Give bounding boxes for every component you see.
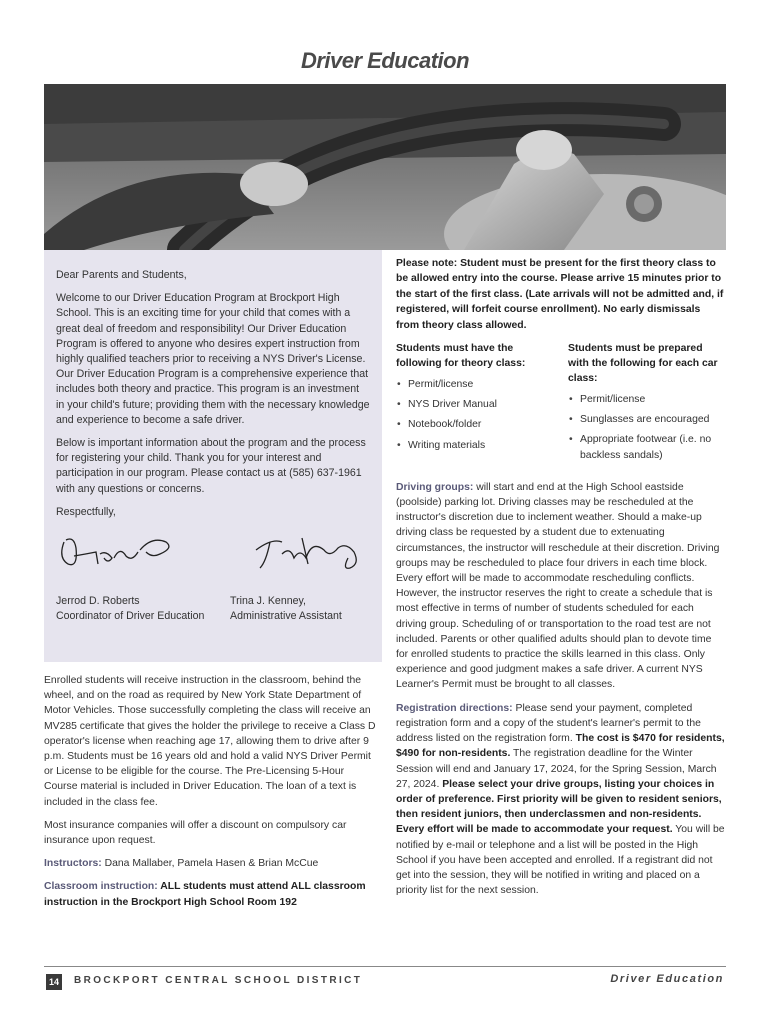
page-number: 14 — [46, 974, 62, 990]
driving-groups-label: Driving groups: — [396, 481, 474, 493]
classroom-text: ALL students must attend ALL classroom instruction in the Brockport High School Room 192 — [44, 881, 366, 908]
driving-groups-paragraph — [396, 480, 726, 693]
list-item: • Permit/license — [396, 377, 550, 392]
registration-deadline: The registration deadline for the Winter Session will end and January 17, 2024, for the Spring Session, March 27, 2024. — [396, 748, 717, 790]
registration-priority: Please select your drive groups, listing your choices in order of preference. First priority will be given to resident seniors, then resident juniors, then underclassmen and non-residents. Every effort will be made to accommodate your request. — [396, 778, 722, 836]
insurance-paragraph: Most insurance companies will offer a discount on compulsory car insurance upon request. — [44, 819, 347, 847]
footer-section-title: Driver Education — [610, 973, 724, 985]
signer-name: Jerrod D. Roberts — [56, 595, 140, 608]
letter-closing: Respectfully, — [56, 505, 116, 518]
registration-paragraph — [396, 701, 726, 899]
signer-list — [56, 594, 370, 624]
steering-wheel-photo — [44, 84, 726, 250]
signer-name: Trina J. Kenney, — [230, 595, 306, 608]
car-list-heading: Students must be prepared with the following for each car class: — [568, 343, 718, 385]
list-item: • Permit/license — [568, 392, 726, 407]
signatures — [56, 528, 370, 594]
list-item: • Appropriate footwear (i.e. no backless sandals) — [568, 432, 726, 462]
program-details — [44, 673, 378, 918]
page-title: Driver Education — [300, 48, 470, 73]
instructors-label: Instructors: — [44, 858, 102, 870]
list-item: • Writing materials — [396, 438, 550, 453]
footer-divider — [44, 966, 726, 967]
signer-kenney — [230, 594, 370, 624]
list-item: • NYS Driver Manual — [396, 397, 550, 412]
theory-list-heading: Students must have the following for theory class: — [396, 343, 526, 370]
car-class-list — [568, 341, 726, 468]
list-item: • Sunglasses are encouraged — [568, 412, 726, 427]
driving-groups-text: will start and end at the High School eastside (poolside) parking lot. Driving classes may be rescheduled at the instructor's discretion due to inclement weather. Should a make-up driving class be requested by a student due to extenuating circumstances, the instructor will reschedule at their discretion. Driving groups may be rescheduled to place four drivers in each time block. Every effort will be made to accommodate rescheduling conflicts. However, the instructor reserves the right to create a schedule that is most effective in terms of number of students scheduled for each driving group. Scheduling of or transportation to the road test are not included. Parents or other qualified adults should plan to devote time for enrolled students to practice the skills learned in this class. Only experience and good judgment makes a safe driver. A current NYS Learner's Permit must be brought to all classes. — [396, 481, 720, 691]
requirements-column — [396, 256, 726, 906]
enrolled-paragraph: Enrolled students will receive instruction in the classroom, behind the wheel, and on the road as required by New York State Department of Motor Vehicles. Those successfully completing the class will receive an MV285 certificate that gives the holder the privilege to receive a Class D operator's license when reaching age 17, allowing them to drive after 9 p.m. Students must be 16 years old and hold a valid NYS Driver Permit or License to be eligible for the course. The Pre-Licensing 5-Hour Course material is included in Driver Education. The loan of a text is included in the class fee. — [44, 675, 376, 808]
classroom-label: Classroom instruction: — [44, 881, 158, 893]
please-note: Please note: Student must be present for the first theory class to be allowed entry into the course. Please arrive 15 minutes prior to the start of the first class. (Late arrivals will not be admitted and, if registered, will forfeit course enrollment). No early dismissals from theory class allowed. — [396, 258, 724, 331]
letter-paragraph-welcome: Welcome to our Driver Education Program at Brockport High School. This is an exciting time for your child that comes with a great deal of freedom and responsibility! Our Driver Education Program is offered to anyone who desires expert instruction from highly qualified teachers prior to receiving a NYS Driver's License. Our Driver Education Program is a comprehensive experience that includes both theory and practice. This program is an investment in your child's future; providing them with the necessary knowledge and experience to become a safe driver. — [56, 292, 370, 426]
signer-title: Coordinator of Driver Education — [56, 610, 205, 623]
letter-paragraph-contact: Below is important information about the program and the process for registering your child. Thank you for your interest and participation in our program. Please contact us at (585) 637-1961 with any questions or concerns. — [56, 437, 366, 495]
signature-kenney — [252, 528, 372, 578]
signature-roberts — [56, 528, 186, 578]
supply-lists — [396, 341, 726, 468]
classroom-paragraph — [44, 879, 378, 909]
photo-illustration — [44, 84, 726, 250]
signer-roberts — [56, 594, 216, 624]
list-item: • Notebook/folder — [396, 417, 550, 432]
registration-cost: The cost is $470 for residents, $490 for non-residents. — [396, 733, 725, 760]
letter-salutation: Dear Parents and Students, — [56, 269, 187, 281]
theory-class-list — [396, 341, 550, 468]
instructors-paragraph — [44, 856, 378, 871]
signer-title: Administrative Assistant — [230, 610, 342, 623]
registration-text: Please send your payment, completed registration form and a copy of the student's learner's permit to the address listed on the registration form. — [396, 702, 701, 745]
district-name: BROCKPORT CENTRAL SCHOOL DISTRICT — [74, 975, 363, 986]
welcome-letter — [44, 250, 382, 662]
registration-label: Registration directions: — [396, 702, 513, 714]
instructors-text: Dana Mallaber, Pamela Hasen & Brian McCue — [101, 858, 319, 870]
registration-notification: You will be notified by e-mail or telephone and a list will be posted in the High School if you have been accepted and enrolled. If a registrant did not get into the session, they will be notified in writing and placed on a priority list for the next session. — [396, 824, 725, 897]
